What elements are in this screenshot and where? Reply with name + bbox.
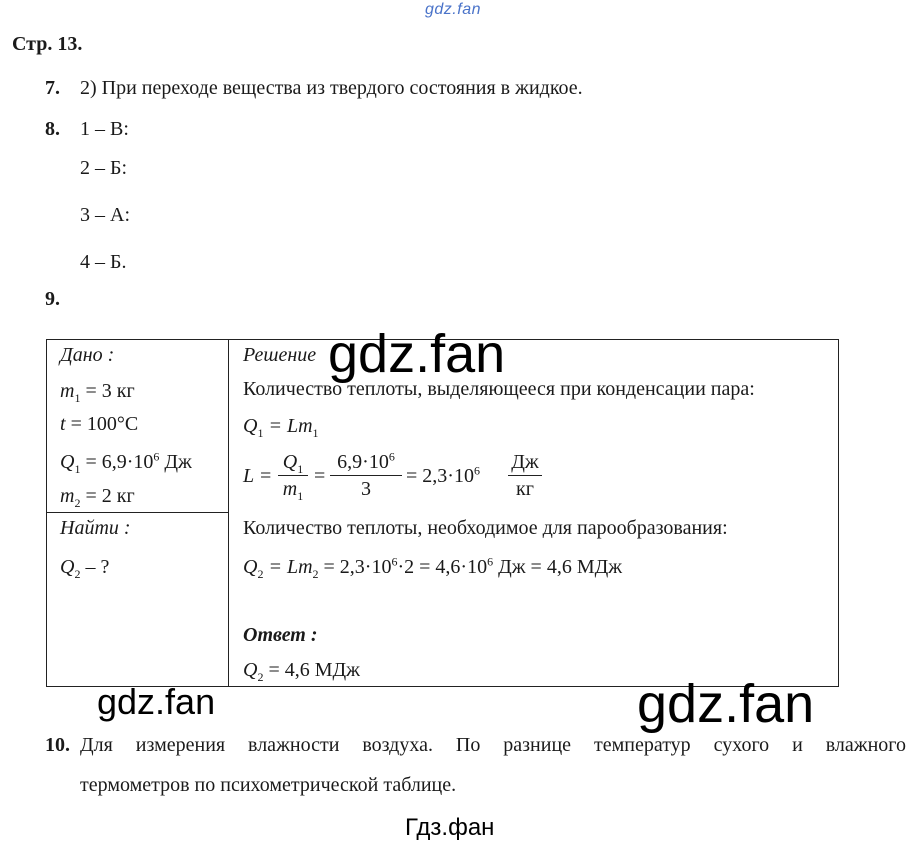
watermark-left: gdz.fan	[97, 681, 216, 722]
task-10-line-2: термометров по психометрической таблице.	[80, 774, 457, 796]
fraction-unit: Дж кг	[508, 451, 542, 501]
given-m2: $m_2 = 2$ кг	[60, 485, 135, 510]
watermark-table: gdz.fan	[328, 324, 506, 384]
task-8-item: 2 – Б:	[80, 157, 128, 179]
find-q2: $Q_2$ – ?	[60, 556, 110, 581]
task-10-number: 10.	[45, 734, 70, 756]
watermark-right: gdz.fan	[637, 674, 815, 734]
answer-heading: Ответ :	[243, 624, 318, 646]
formula-l-lhs: L =	[243, 465, 273, 487]
solution-heading: Решение	[243, 344, 317, 366]
table-divider-vertical	[228, 339, 229, 687]
watermark-bottom: Гдз.фан	[405, 814, 495, 841]
task-7-answer: 2) При переходе вещества из твердого состояния в жидкое.	[80, 77, 583, 99]
find-heading: Найти :	[60, 517, 131, 539]
formula-q2: $Q_2 = Lm_2 = 2,3\cdot 10^6\cdot 2 = 4,6\cdot 10^6$ Дж = 4,6 МДж	[243, 554, 623, 581]
task-8-item: 3 – А:	[80, 204, 130, 226]
fraction-q1-m1: $\frac{Q_1}{m_1}$	[278, 451, 308, 501]
given-heading: Дано :	[60, 344, 115, 366]
formula-l-result: = $2,3\cdot 10^6$	[406, 463, 480, 487]
formula-q1: $Q_1 = Lm_1$	[243, 415, 319, 440]
formula-eq-sign: =	[314, 465, 326, 487]
solution-text-1: Количество теплоты, выделяющееся при конденсации пара:	[243, 378, 755, 400]
solution-text-2: Количество теплоты, необходимое для парообразования:	[243, 517, 728, 539]
fraction-value: $\frac{6,9\cdot 10^6}{3}$	[330, 451, 402, 501]
task-10-line-1: Для измерения влажности воздуха. По разнице температур сухого и влажного	[80, 734, 906, 756]
given-temperature: t = 100°C	[60, 413, 139, 435]
given-q1: $Q_1 = 6,9\cdot 10^6$ Дж	[60, 449, 192, 476]
task-8-item: 1 – В:	[80, 118, 129, 140]
task-7-number: 7.	[45, 77, 60, 99]
task-9-number: 9.	[45, 288, 60, 310]
answer-value: $Q_2 = 4,6$ МДж	[243, 659, 360, 684]
task-8-number: 8.	[45, 118, 60, 140]
watermark-top: gdz.fan	[425, 1, 481, 18]
task-8-item: 4 – Б.	[80, 251, 127, 273]
table-divider-horizontal	[46, 512, 229, 513]
given-m1: $m_1 = 3$ кг	[60, 380, 135, 405]
page-title: Стр. 13.	[12, 33, 83, 55]
